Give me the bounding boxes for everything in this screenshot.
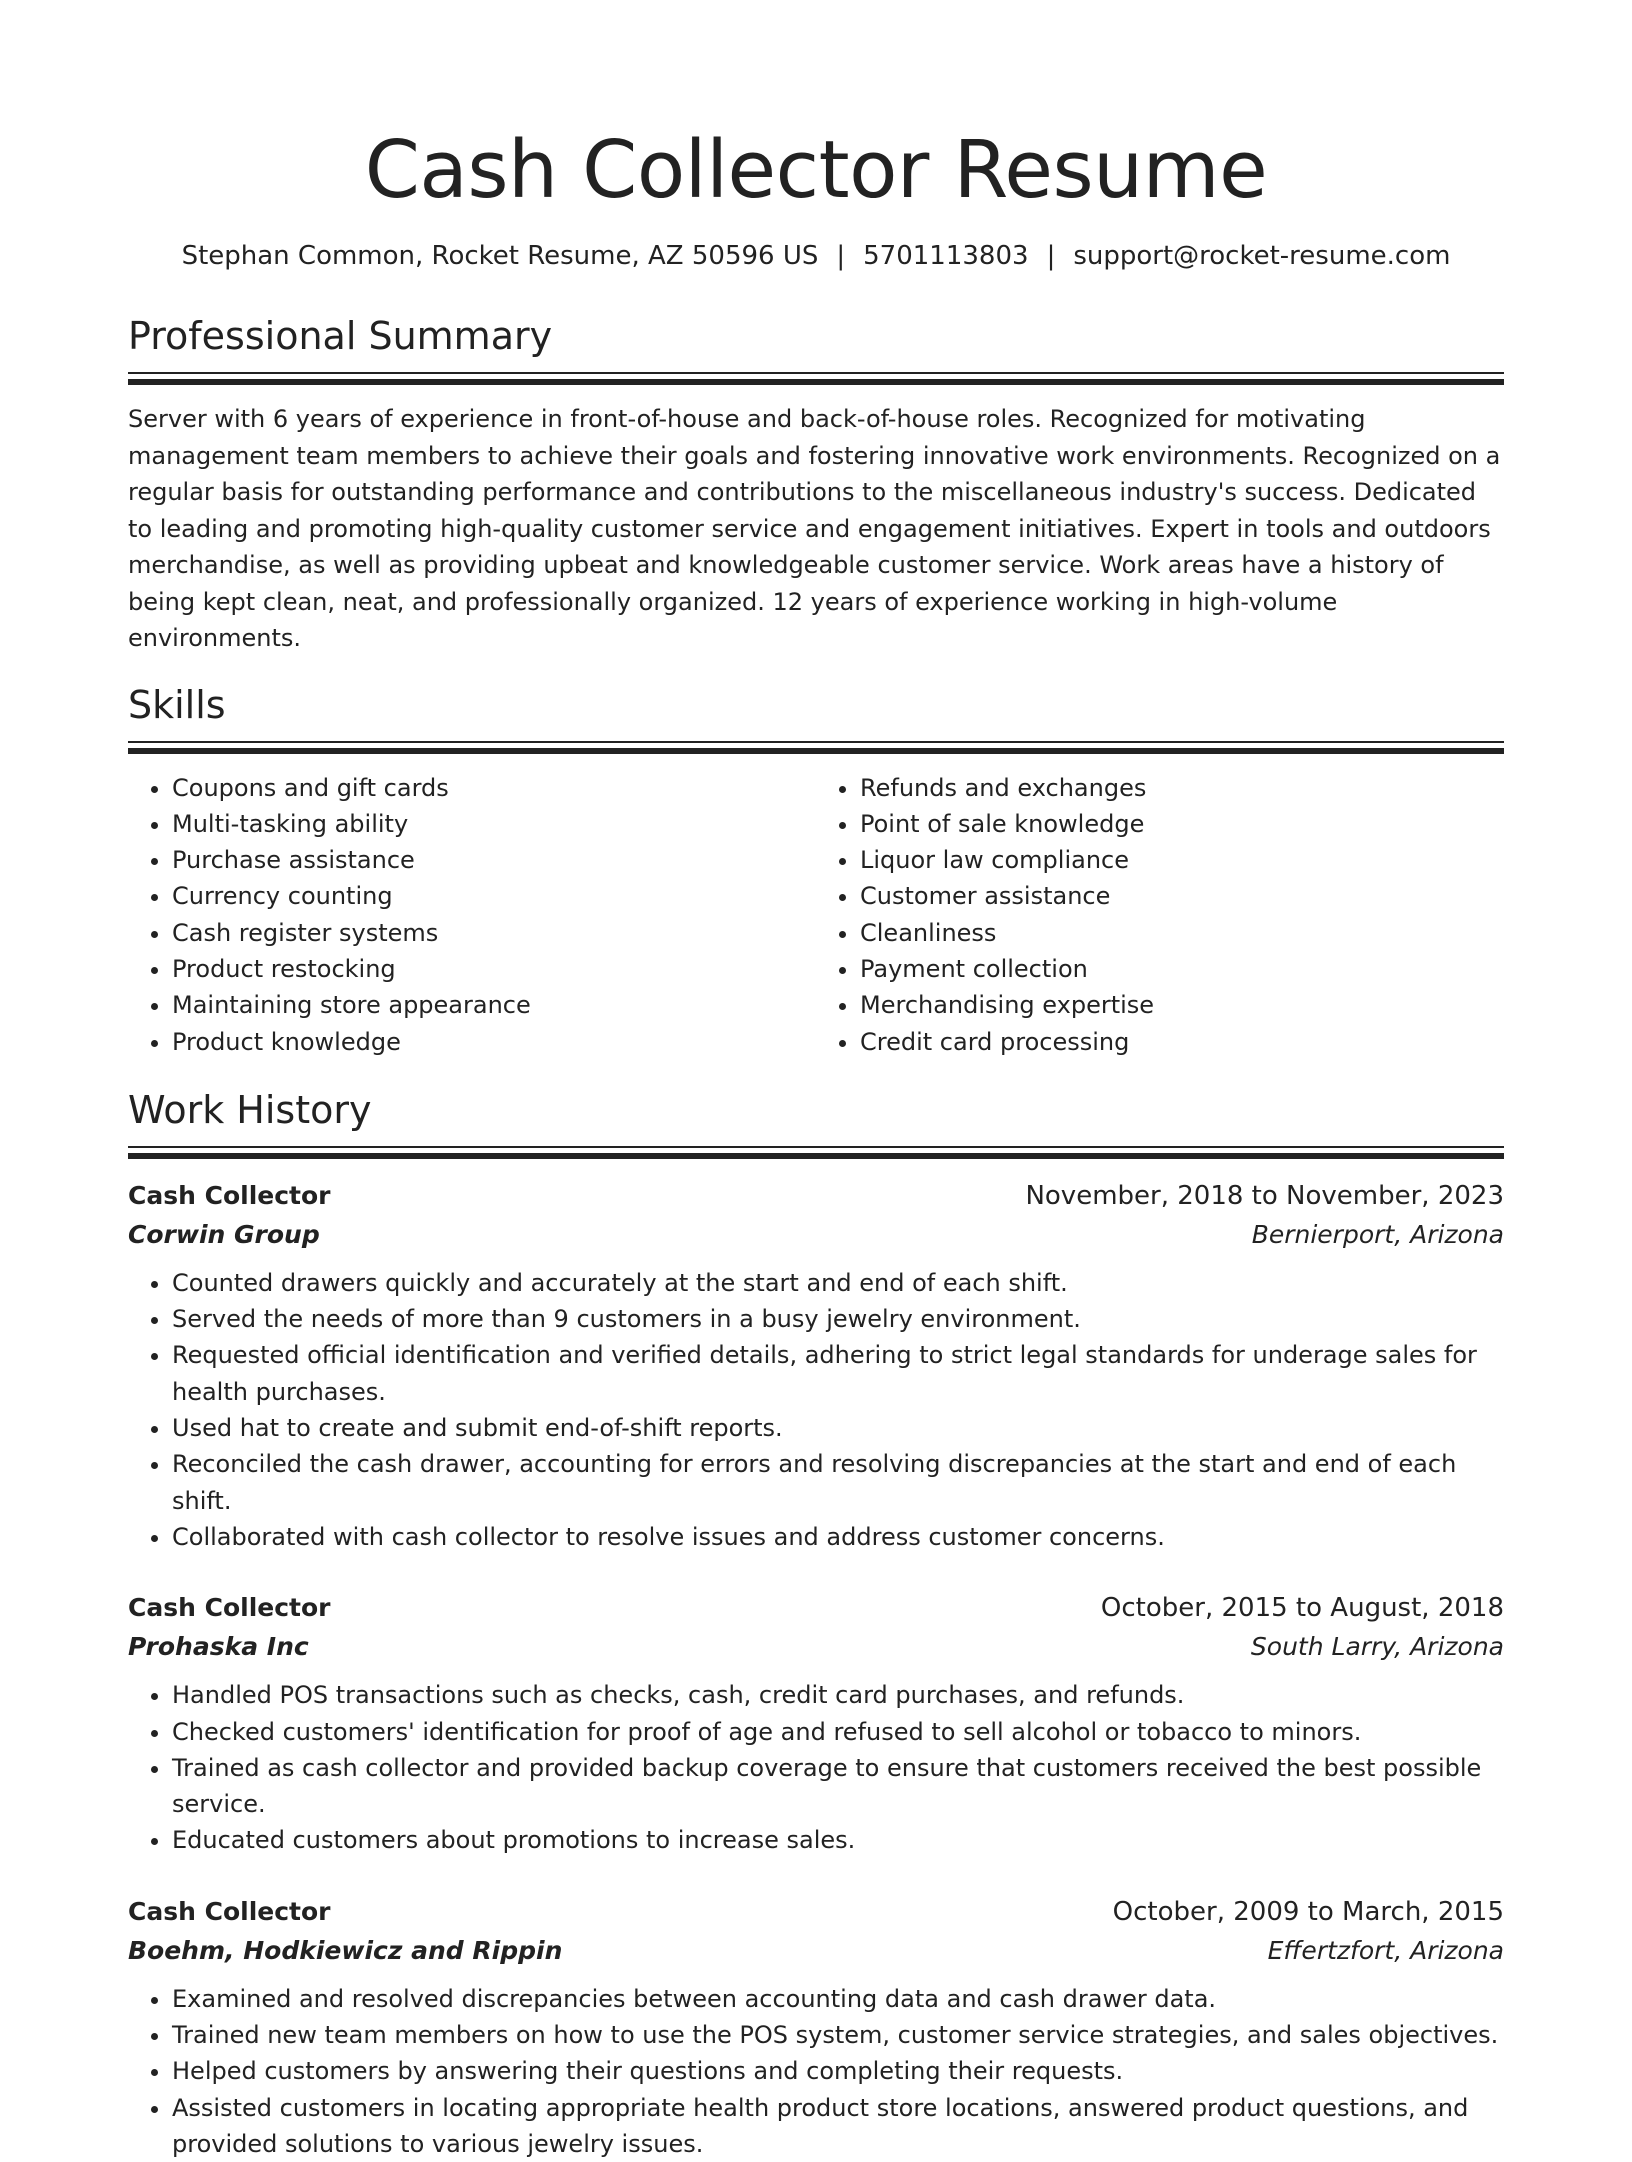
job-entry [128, 1893, 1504, 2162]
skill-item: • Payment collection [860, 951, 1504, 987]
job-dates: October, 2009 to March, 2015 [1112, 1896, 1504, 1927]
skill-item: • Point of sale knowledge [860, 806, 1504, 842]
job-company-row [128, 1215, 1504, 1255]
contact-phone: 5701113803 [863, 241, 1029, 271]
job-bullet: • Reconciled the cash drawer, accounting for errors and resolving discrepancies at the start and end of each shift. [172, 1446, 1504, 1519]
job-bullet: • Trained new team members on how to use the POS system, customer service strategies, and sales objectives. [172, 2017, 1504, 2053]
job-bullets [128, 1265, 1504, 1555]
job-bullet: • Educated customers about promotions to increase sales. [172, 1822, 1504, 1858]
job-company: Boehm, Hodkiewicz and Rippin [128, 1935, 563, 1965]
job-bullet: • Used hat to create and submit end-of-shift reports. [172, 1410, 1504, 1446]
job-company-row [128, 1931, 1504, 1971]
job-header-row [128, 1589, 1504, 1627]
skill-item: • Multi-tasking ability [172, 806, 816, 842]
section-heading-skills: Skills [128, 682, 226, 727]
skill-item: • Merchandising expertise [860, 987, 1504, 1023]
job-bullet: • Collaborated with cash collector to resolve issues and address customer concerns. [172, 1519, 1504, 1555]
job-bullets [128, 1677, 1504, 1858]
job-location: South Larry, Arizona [1250, 1632, 1504, 1662]
skills-grid [128, 770, 1504, 1060]
job-bullet: • Served the needs of more than 9 customers in a busy jewelry environment. [172, 1301, 1504, 1337]
job-dates: October, 2015 to August, 2018 [1100, 1593, 1504, 1624]
job-bullet: • Requested official identification and verified details, adhering to strict legal standards for underage sales for health purchases. [172, 1337, 1504, 1410]
job-bullet: • Helped customers by answering their questions and completing their requests. [172, 2053, 1504, 2089]
section-heading-work-history: Work History [128, 1087, 372, 1132]
skill-item: • Cash register systems [172, 915, 816, 951]
contact-email: support@rocket-resume.com [1073, 241, 1451, 271]
skill-item: • Coupons and gift cards [172, 770, 816, 806]
section-heading-summary: Professional Summary [128, 314, 553, 358]
job-bullet: • Examined and resolved discrepancies between accounting data and cash drawer data. [172, 1981, 1504, 2017]
skill-item: • Refunds and exchanges [860, 770, 1504, 806]
job-company: Prohaska Inc [128, 1632, 309, 1662]
section-divider [128, 741, 1504, 756]
resume-page [128, 0, 1504, 2162]
skills-column-left [128, 770, 816, 1060]
job-entry [128, 1177, 1504, 1555]
skill-item: • Currency counting [172, 878, 816, 914]
job-header-row [128, 1177, 1504, 1215]
job-title: Cash Collector [128, 1896, 331, 1926]
contact-line [128, 238, 1504, 274]
job-company: Corwin Group [128, 1219, 320, 1249]
skill-item: • Customer assistance [860, 878, 1504, 914]
job-location: Bernierport, Arizona [1251, 1219, 1504, 1249]
contact-address: Stephan Common, Rocket Resume, AZ 50596 US [181, 241, 819, 271]
document-title: Cash Collector Resume [364, 124, 1268, 216]
job-dates: November, 2018 to November, 2023 [1025, 1180, 1504, 1211]
skill-item: • Liquor law compliance [860, 842, 1504, 878]
skill-item: • Maintaining store appearance [172, 987, 816, 1023]
job-location: Effertzfort, Arizona [1267, 1935, 1504, 1965]
section-divider [128, 1146, 1504, 1161]
skill-item: • Product knowledge [172, 1024, 816, 1060]
job-bullets [128, 1981, 1504, 2162]
section-divider [128, 372, 1504, 387]
summary-text: Server with 6 years of experience in front-of-house and back-of-house roles. Recognized for motivating management team members to achieve their goals and fostering innovative work environments. Recognized on a regular basis for outstanding performance and contributions to the miscellaneous industry's success. Dedicated to leading and promoting high-quality customer service and engagement initiatives. Expert in tools and outdoors merchandise, as well as providing upbeat and knowledgeable customer service. Work areas have a history of being kept clean, neat, and professionally organized. 12 years of experience working in high-volume environments. [128, 405, 1501, 652]
job-bullet: • Assisted customers in locating appropriate health product store locations, answered product questions, and provided solutions to various jewelry issues. [172, 2090, 1504, 2162]
skill-item: • Purchase assistance [172, 842, 816, 878]
job-title: Cash Collector [128, 1180, 331, 1210]
job-bullet: • Handled POS transactions such as checks, cash, credit card purchases, and refunds. [172, 1677, 1504, 1713]
work-history-section [128, 1086, 1504, 2162]
job-bullet: • Counted drawers quickly and accurately at the start and end of each shift. [172, 1265, 1504, 1301]
job-bullet: • Checked customers' identification for proof of age and refused to sell alcohol or tobacco to minors. [172, 1714, 1504, 1750]
skills-section [128, 681, 1504, 1060]
job-title: Cash Collector [128, 1593, 331, 1623]
skill-item: • Product restocking [172, 951, 816, 987]
skills-column-right [816, 770, 1504, 1060]
job-header-row [128, 1893, 1504, 1931]
skill-item: • Credit card processing [860, 1024, 1504, 1060]
job-bullet: • Trained as cash collector and provided backup coverage to ensure that customers received the best possible service. [172, 1750, 1504, 1823]
skill-item: • Cleanliness [860, 915, 1504, 951]
professional-summary-section [128, 312, 1504, 657]
contact-separator: | [1046, 241, 1056, 271]
job-company-row [128, 1627, 1504, 1667]
job-entry [128, 1589, 1504, 1858]
contact-separator: | [836, 241, 846, 271]
